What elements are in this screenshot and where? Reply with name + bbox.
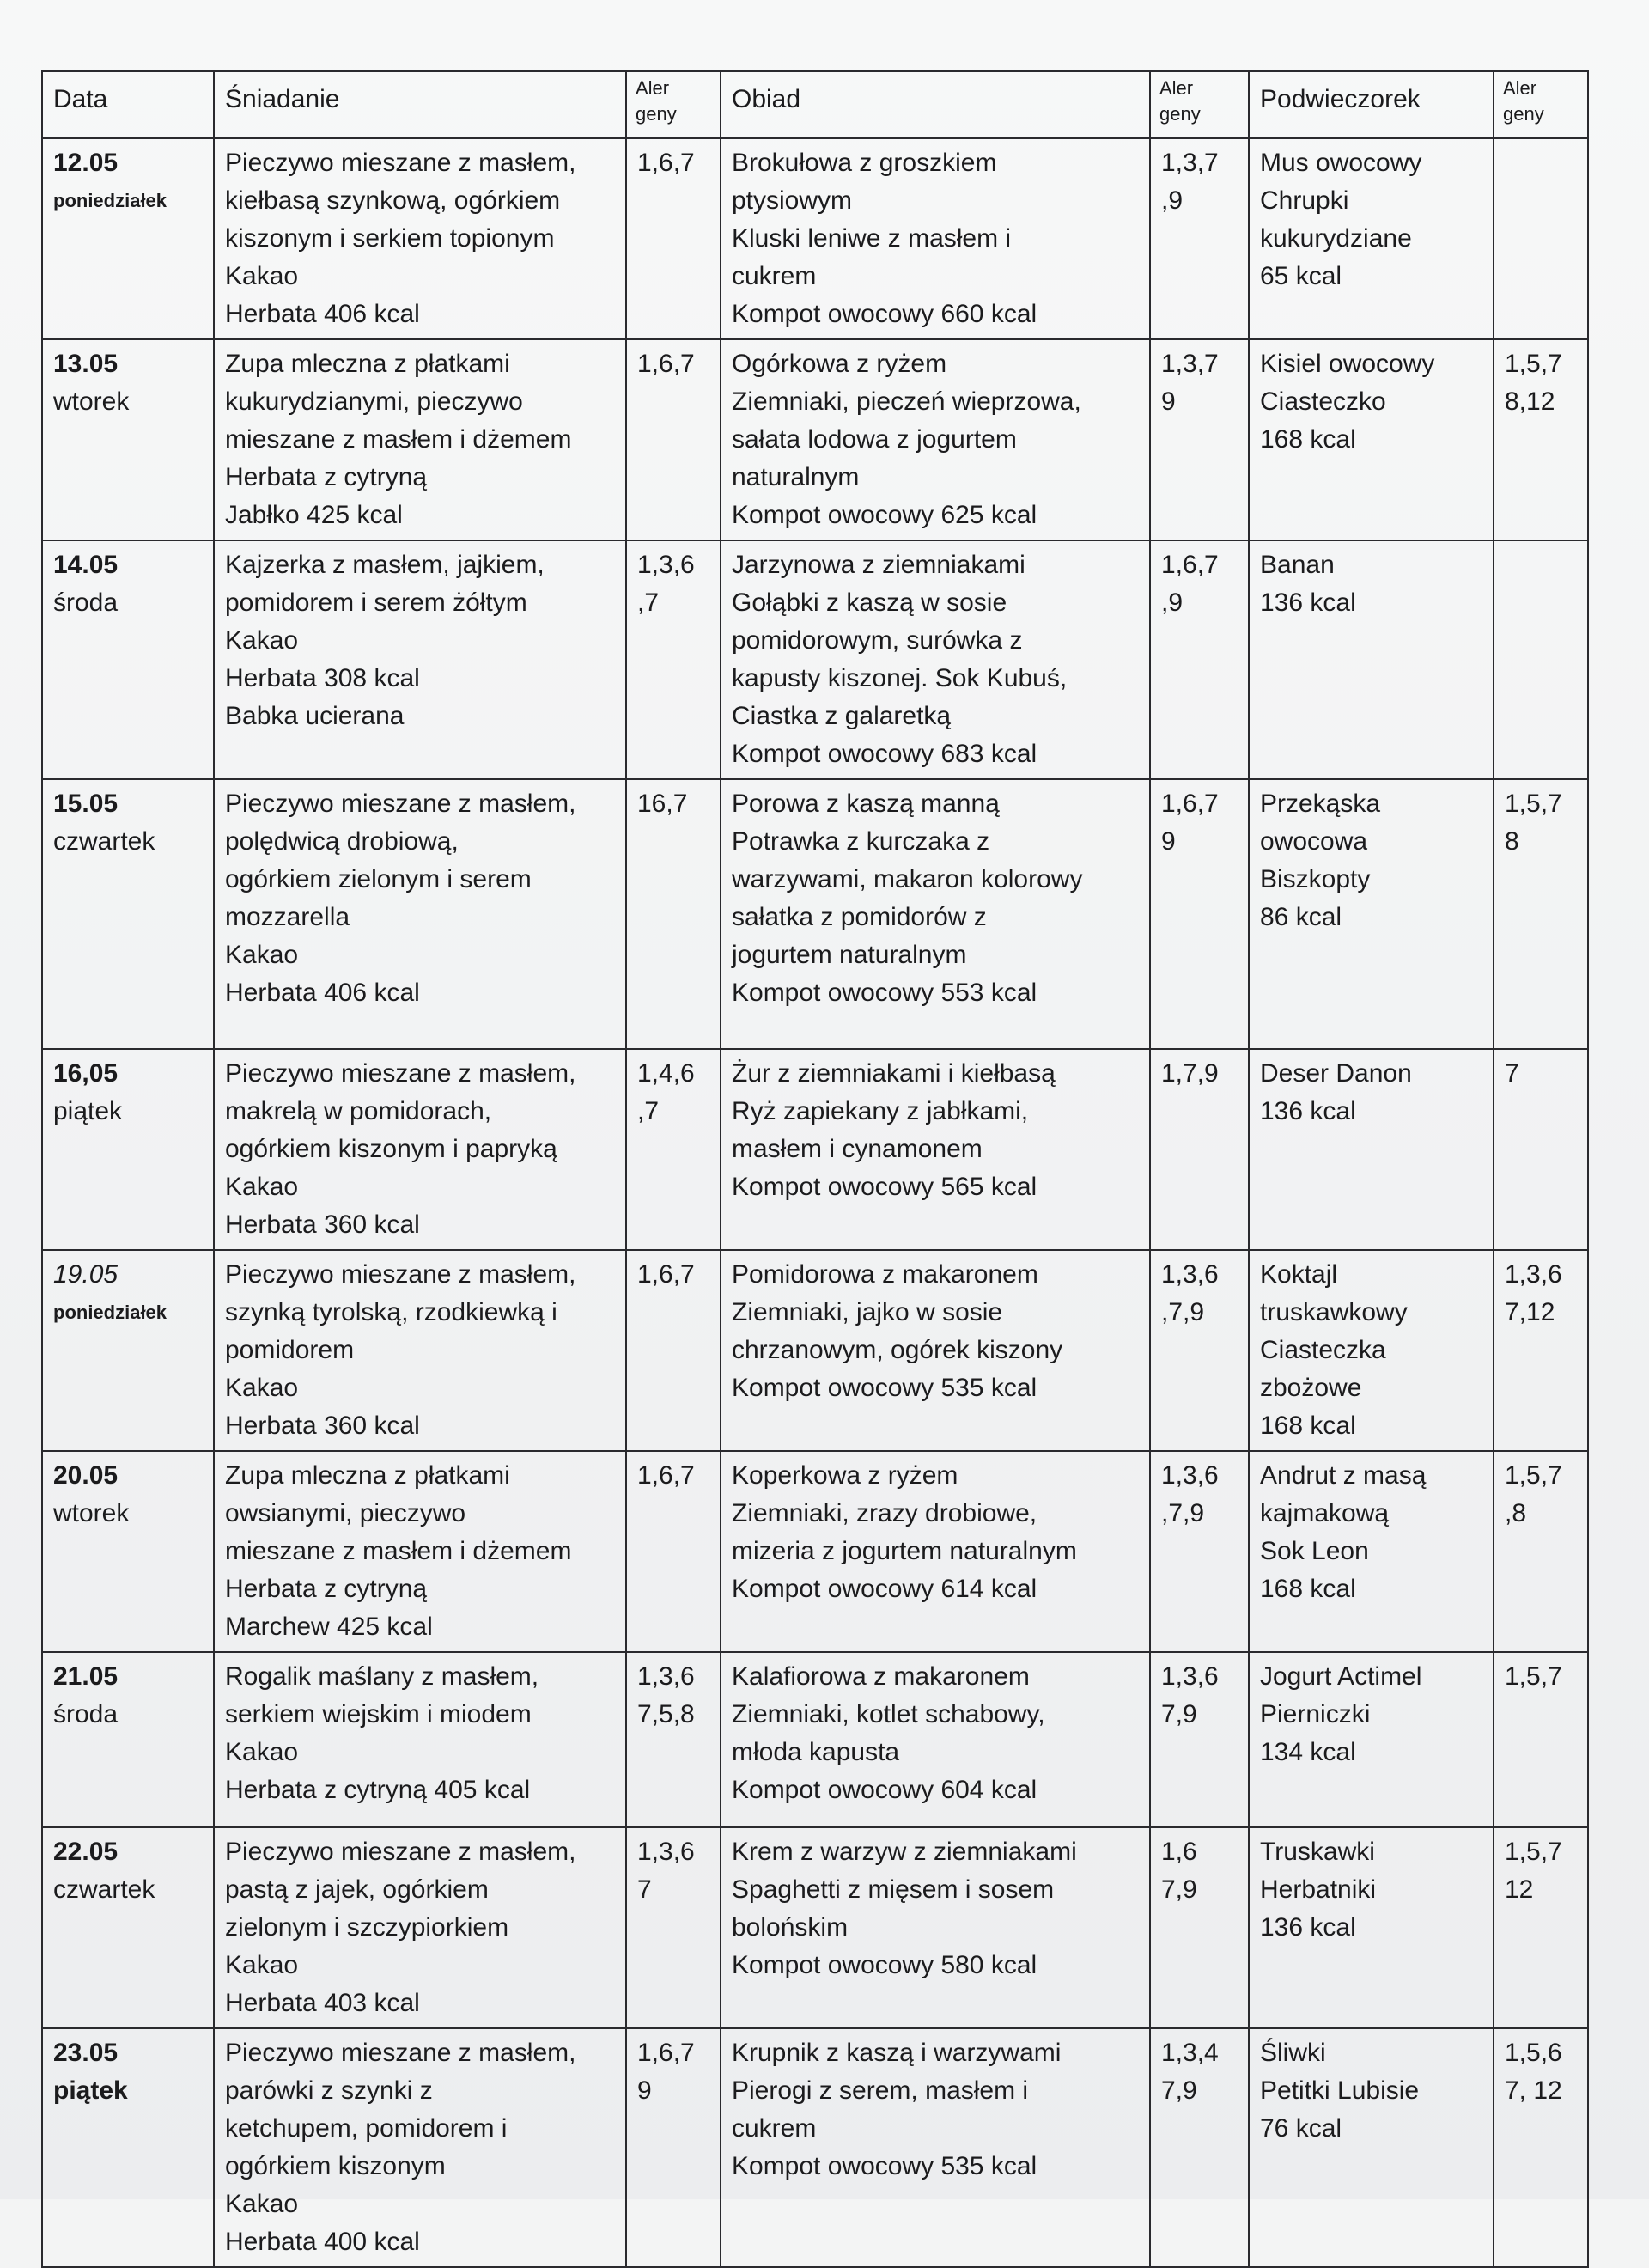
- snack-cell: Mus owocowy Chrupki kukurydziane 65 kcal: [1249, 138, 1494, 339]
- lunch-cell: Krupnik z kaszą i warzywami Pierogi z serem, masłem i cukrem Kompot owocowy 535 kcal: [721, 2028, 1150, 2267]
- weekly-menu-table: [41, 70, 1589, 2268]
- snack-allergens: 7: [1494, 1049, 1588, 1250]
- header-snack: Podwieczorek: [1249, 71, 1494, 138]
- lunch-allergens: 1,3,7 ,9: [1150, 138, 1249, 339]
- table-row: [42, 1049, 1588, 1250]
- snack-allergens: 1,5,7: [1494, 1652, 1588, 1827]
- date-value: 13.05: [53, 350, 119, 378]
- breakfast-allergens: 1,6,7 9: [626, 2028, 721, 2267]
- weekday: środa: [53, 1700, 119, 1728]
- breakfast-cell: Pieczywo mieszane z masłem, pastą z jajek, ogórkiem zielonym i szczypiorkiem Kakao Herbata 403 kcal: [214, 1827, 626, 2028]
- snack-allergens: 1,5,7 12: [1494, 1827, 1588, 2028]
- table-row: [42, 1827, 1588, 2028]
- date-value: 22.05: [53, 1838, 119, 1866]
- header-lunch: Obiad: [721, 71, 1150, 138]
- breakfast-allergens: 1,4,6 ,7: [626, 1049, 721, 1250]
- lunch-cell: Pomidorowa z makaronem Ziemniaki, jajko w sosie chrzanowym, ogórek kiszony Kompot owocowy 535 kcal: [721, 1250, 1150, 1451]
- date-value: 23.05: [53, 2039, 119, 2067]
- header-allergens-snack: Aler geny: [1494, 71, 1588, 138]
- snack-cell: Andrut z masą kajmakową Sok Leon 168 kcal: [1249, 1451, 1494, 1652]
- snack-allergens: 1,3,6 7,12: [1494, 1250, 1588, 1451]
- snack-cell: Kisiel owocowy Ciasteczko 168 kcal: [1249, 339, 1494, 540]
- date-value: 21.05: [53, 1662, 119, 1691]
- lunch-cell: Ogórkowa z ryżem Ziemniaki, pieczeń wieprzowa, sałata lodowa z jogurtem naturalnym Kompot owocowy 625 kcal: [721, 339, 1150, 540]
- breakfast-allergens: 16,7: [626, 779, 721, 1049]
- snack-allergens: 1,5,6 7, 12: [1494, 2028, 1588, 2267]
- snack-cell: Deser Danon 136 kcal: [1249, 1049, 1494, 1250]
- lunch-allergens: 1,3,7 9: [1150, 339, 1249, 540]
- date-value: 20.05: [53, 1461, 119, 1490]
- weekday: piątek: [53, 2076, 128, 2105]
- lunch-allergens: 1,6,7 9: [1150, 779, 1249, 1049]
- date-cell: [42, 2028, 214, 2267]
- date-cell: [42, 1451, 214, 1652]
- lunch-allergens: 1,7,9: [1150, 1049, 1249, 1250]
- table-row: [42, 1652, 1588, 1827]
- lunch-cell: Żur z ziemniakami i kiełbasą Ryż zapiekany z jabłkami, masłem i cynamonem Kompot owocowy 565 kcal: [721, 1049, 1150, 1250]
- breakfast-cell: Kajzerka z masłem, jajkiem, pomidorem i serem żółtym Kakao Herbata 308 kcal Babka ucierana: [214, 540, 626, 779]
- date-value: 14.05: [53, 551, 119, 579]
- table-row: [42, 1451, 1588, 1652]
- weekday: piątek: [53, 1097, 123, 1125]
- date-value: 16,05: [53, 1059, 119, 1088]
- table-row: [42, 339, 1588, 540]
- header-date: Data: [42, 71, 214, 138]
- snack-cell: Truskawki Herbatniki 136 kcal: [1249, 1827, 1494, 2028]
- date-cell: [42, 1250, 214, 1451]
- lunch-allergens: 1,6 7,9: [1150, 1827, 1249, 2028]
- header-breakfast: Śniadanie: [214, 71, 626, 138]
- date-value: 12.05: [53, 149, 119, 177]
- date-cell: [42, 138, 214, 339]
- header-allergens-breakfast: Aler geny: [626, 71, 721, 138]
- weekday: poniedziałek: [53, 1302, 167, 1323]
- table-row: [42, 138, 1588, 339]
- date-cell: [42, 339, 214, 540]
- breakfast-cell: Rogalik maślany z masłem, serkiem wiejskim i miodem Kakao Herbata z cytryną 405 kcal: [214, 1652, 626, 1827]
- lunch-allergens: 1,3,6 ,7,9: [1150, 1250, 1249, 1451]
- header-row: [42, 71, 1588, 138]
- weekday: wtorek: [53, 1499, 130, 1527]
- lunch-cell: Porowa z kaszą manną Potrawka z kurczaka z warzywami, makaron kolorowy sałatka z pomidorów z jogurtem naturalnym Kompot owocowy 553 kcal: [721, 779, 1150, 1049]
- lunch-allergens: 1,3,6 ,7,9: [1150, 1451, 1249, 1652]
- breakfast-cell: Pieczywo mieszane z masłem, kiełbasą szynkową, ogórkiem kiszonym i serkiem topionym Kakao Herbata 406 kcal: [214, 138, 626, 339]
- snack-allergens: 1,5,7 8,12: [1494, 339, 1588, 540]
- date-cell: [42, 1827, 214, 2028]
- table-row: [42, 1250, 1588, 1451]
- snack-cell: Koktajl truskawkowy Ciasteczka zbożowe 168 kcal: [1249, 1250, 1494, 1451]
- snack-cell: Banan 136 kcal: [1249, 540, 1494, 779]
- weekday: wtorek: [53, 387, 130, 416]
- weekday: czwartek: [53, 1875, 155, 1904]
- weekday: poniedziałek: [53, 190, 167, 211]
- weekday: środa: [53, 588, 119, 617]
- lunch-cell: Brokułowa z groszkiem ptysiowym Kluski leniwe z masłem i cukrem Kompot owocowy 660 kcal: [721, 138, 1150, 339]
- lunch-allergens: 1,3,6 7,9: [1150, 1652, 1249, 1827]
- snack-allergens: 1,5,7 8: [1494, 779, 1588, 1049]
- snack-allergens: [1494, 138, 1588, 339]
- breakfast-allergens: 1,3,6 7,5,8: [626, 1652, 721, 1827]
- breakfast-cell: Pieczywo mieszane z masłem, parówki z szynki z ketchupem, pomidorem i ogórkiem kiszonym Kakao Herbata 400 kcal: [214, 2028, 626, 2267]
- breakfast-allergens: 1,3,6 7: [626, 1827, 721, 2028]
- snack-cell: Śliwki Petitki Lubisie 76 kcal: [1249, 2028, 1494, 2267]
- lunch-allergens: 1,3,4 7,9: [1150, 2028, 1249, 2267]
- lunch-cell: Jarzynowa z ziemniakami Gołąbki z kaszą w sosie pomidorowym, surówka z kapusty kiszonej. Sok Kubuś, Ciastka z galaretką Kompot owocowy 683 kcal: [721, 540, 1150, 779]
- breakfast-allergens: 1,6,7: [626, 1250, 721, 1451]
- breakfast-cell: Zupa mleczna z płatkami owsianymi, pieczywo mieszane z masłem i dżemem Herbata z cytryną Marchew 425 kcal: [214, 1451, 626, 1652]
- date-cell: [42, 779, 214, 1049]
- lunch-cell: Krem z warzyw z ziemniakami Spaghetti z mięsem i sosem bolońskim Kompot owocowy 580 kcal: [721, 1827, 1150, 2028]
- breakfast-cell: Pieczywo mieszane z masłem, makrelą w pomidorach, ogórkiem kiszonym i papryką Kakao Herbata 360 kcal: [214, 1049, 626, 1250]
- breakfast-allergens: 1,6,7: [626, 339, 721, 540]
- breakfast-allergens: 1,3,6 ,7: [626, 540, 721, 779]
- table-row: [42, 779, 1588, 1049]
- lunch-cell: Koperkowa z ryżem Ziemniaki, zrazy drobiowe, mizeria z jogurtem naturalnym Kompot owocowy 614 kcal: [721, 1451, 1150, 1652]
- table-row: [42, 2028, 1588, 2267]
- breakfast-allergens: 1,6,7: [626, 138, 721, 339]
- breakfast-cell: Zupa mleczna z płatkami kukurydzianymi, pieczywo mieszane z masłem i dżemem Herbata z cytryną Jabłko 425 kcal: [214, 339, 626, 540]
- snack-allergens: 1,5,7 ,8: [1494, 1451, 1588, 1652]
- snack-cell: Jogurt Actimel Pierniczki 134 kcal: [1249, 1652, 1494, 1827]
- date-cell: [42, 540, 214, 779]
- date-cell: [42, 1049, 214, 1250]
- snack-allergens: [1494, 540, 1588, 779]
- breakfast-cell: Pieczywo mieszane z masłem, polędwicą drobiową, ogórkiem zielonym i serem mozzarella Kakao Herbata 406 kcal: [214, 779, 626, 1049]
- lunch-allergens: 1,6,7 ,9: [1150, 540, 1249, 779]
- snack-cell: Przekąska owocowa Biszkopty 86 kcal: [1249, 779, 1494, 1049]
- breakfast-allergens: 1,6,7: [626, 1451, 721, 1652]
- header-allergens-lunch: Aler geny: [1150, 71, 1249, 138]
- lunch-cell: Kalafiorowa z makaronem Ziemniaki, kotlet schabowy, młoda kapusta Kompot owocowy 604 kcal: [721, 1652, 1150, 1827]
- breakfast-cell: Pieczywo mieszane z masłem, szynką tyrolską, rzodkiewką i pomidorem Kakao Herbata 360 kcal: [214, 1250, 626, 1451]
- date-value: 15.05: [53, 790, 119, 818]
- date-cell: [42, 1652, 214, 1827]
- table-row: [42, 540, 1588, 779]
- date-value: 19.05: [53, 1260, 119, 1289]
- weekday: czwartek: [53, 827, 155, 856]
